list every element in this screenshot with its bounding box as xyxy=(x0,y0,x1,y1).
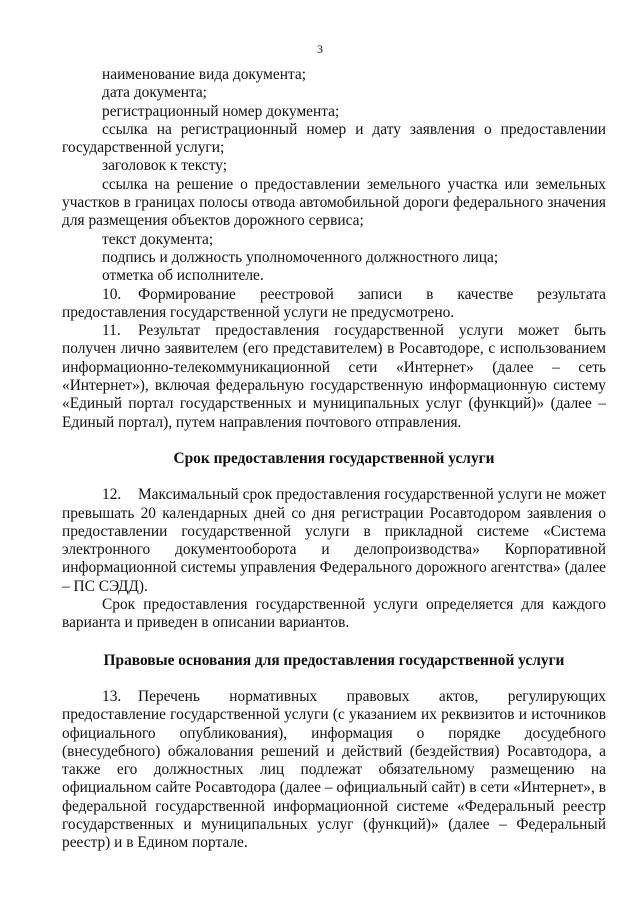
list-item: наименование вида документа; xyxy=(102,66,306,83)
section-heading-legal-basis: Правовые основания для предоставления государственной услуги xyxy=(103,651,565,669)
paragraph-10 xyxy=(62,286,606,323)
list-item: ссылка на регистрационный номер и дату заявления о предоставлении государственной услуги; xyxy=(62,120,606,157)
list-item: заголовок к тексту; xyxy=(102,157,227,175)
paragraph-text: Перечень нормативных правовых актов, регулирующих предоставление государственной услуги (с указанием их реквизитов и источников официального опубликования), информация о порядке досудебного (внесудебного) обжалования решений и действий (бездействия) Росавтодора, а также его должностных лиц подлежат обязательному размещению на официальном сайте Росавтодора (далее – официальный сайт) в сети «Интернет», в федеральной государственной информационной системе «Федеральный реестр государственных и муниципальных услуг (функций)» (далее – Федеральный реестр) и в Едином портале. xyxy=(62,687,606,852)
list-item: ссылка на решение о предоставлении земельного участка или земельных участков в границах полосы отвода автомобильной дороги федерального значения для размещения объектов дорожного сервиса; xyxy=(62,175,606,230)
paragraph-number: 12. xyxy=(102,486,122,504)
paragraph-12 xyxy=(62,486,606,596)
paragraph-number: 10. xyxy=(102,285,122,303)
page-number: 3 xyxy=(317,42,323,56)
list-item: дата документа; xyxy=(102,84,207,102)
paragraph-text: Результат предоставления государственной услуги может быть получен лично заявителем (его представителем) в Росавтодоре, с использованием информационно-телекоммуникационной сети «Интернет» (далее – сеть «Интернет»), включая федеральную государственную информационную систему «Единый портал государственных и муниципальных услуг (функций)» (далее – Единый портал), путем направления почтового отправления. xyxy=(62,322,606,431)
paragraph-12-continued: Срок предоставления государственной услуги определяется для каждого варианта и приведен в описании вариантов. xyxy=(62,596,606,632)
paragraph-13 xyxy=(62,688,606,853)
document-body xyxy=(62,66,606,853)
list-item: регистрационный номер документа; xyxy=(102,102,340,120)
list-item: отметка об исполнителе. xyxy=(102,267,264,285)
paragraph-number: 11. xyxy=(102,322,121,340)
paragraph-number: 13. xyxy=(102,687,122,705)
list-item: подпись и должность уполномоченного должностного лица; xyxy=(102,248,499,266)
paragraph-text: Формирование реестровой записи в качестве результата предоставления государственной услуги не предусмотрено. xyxy=(62,285,606,321)
list-item: текст документа; xyxy=(102,230,214,248)
section-heading-term: Срок предоставления государственной услуги xyxy=(173,449,495,467)
paragraph-11 xyxy=(62,322,606,432)
paragraph-text: Максимальный срок предоставления государственной услуги не может превышать 20 календарных дней со дня регистрации Росавтодором заявления о предоставлении государственной услуги в прикладной системе «Система электронного документооборота и делопроизводства» Корпоративной информационной системы управления Федерального дорожного агентства» (далее – ПС СЭДД). xyxy=(62,486,606,595)
